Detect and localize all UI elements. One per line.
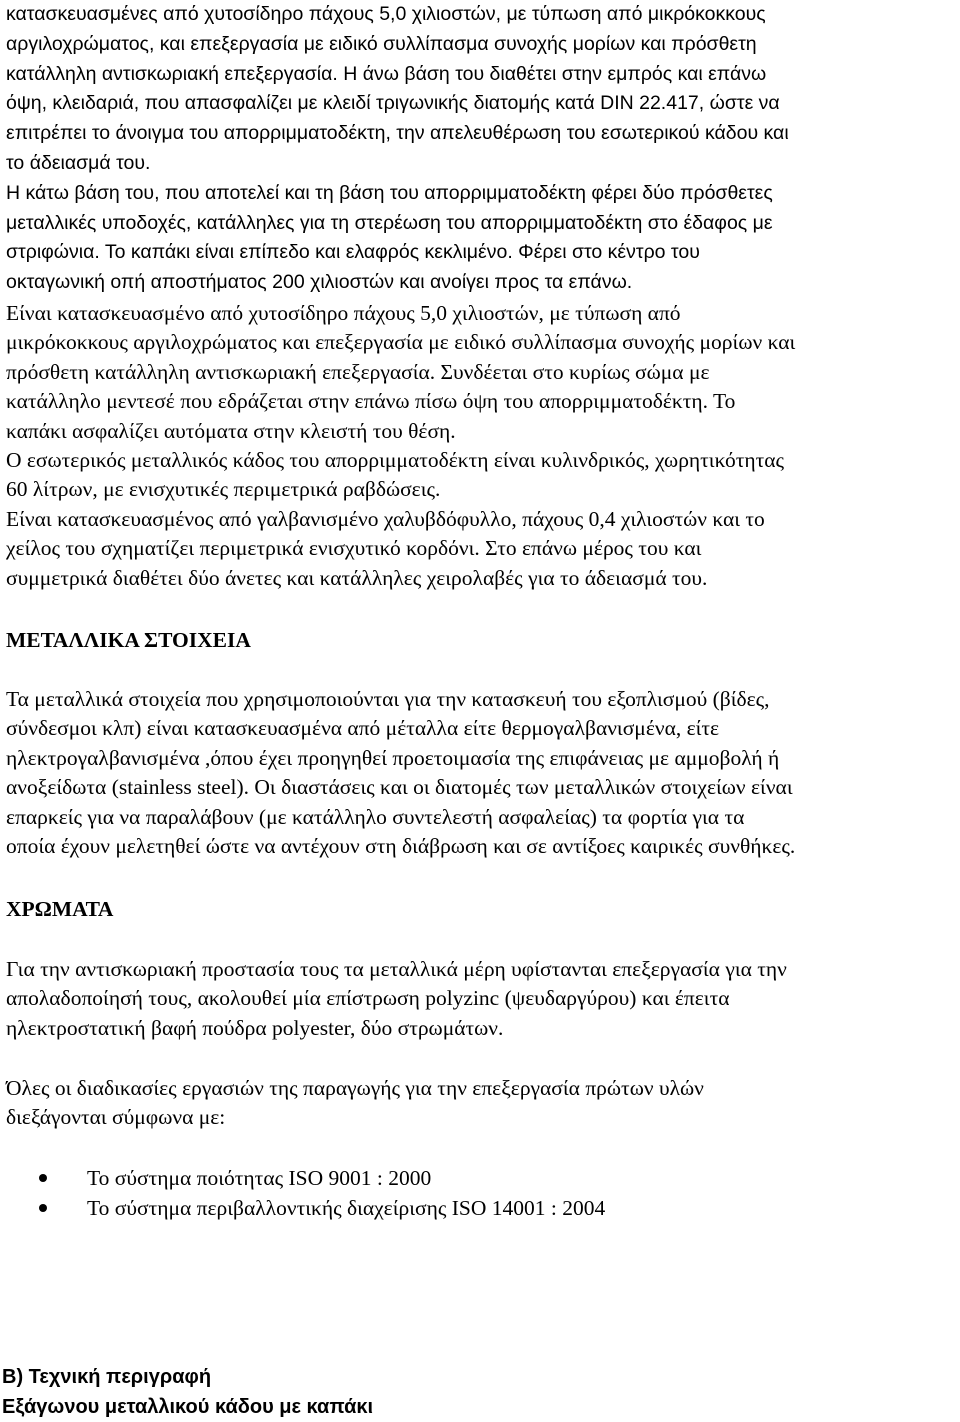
list-item <box>6 1163 906 1193</box>
text-line: επαρκείς για να παραλάβουν (με κατάλληλο συντελεστή ασφαλείας) τα φορτία για τα <box>6 804 745 829</box>
text-line: οκταγωνική οπή αποστήματος 200 χιλιοστών και ανοίγει προς τα επάνω. <box>6 271 633 294</box>
text-line: αργιλοχρώματος, και επεξεργασία με ειδικό συλλίπασμα συνοχής μορίων και πρόσθετη <box>6 32 757 55</box>
text-line: κατάλληλη αντισκωριακή επεξεργασία. Η άνω βάση του διαθέτει στην εμπρός και επάνω <box>6 62 767 85</box>
text-line: κατάλληλο μεντεσέ που εδράζεται στην επάνω πίσω όψη του απορριμματοδέκτη. Το <box>6 389 736 414</box>
text-line: διεξάγονται σύμφωνα με: <box>6 1105 226 1130</box>
paragraph-colors <box>6 955 958 1043</box>
text-line: κατασκευασμένες από χυτοσίδηρο πάχους 5,0 χιλιοστών, με τύπωση από μικρόκοκκους <box>6 3 766 25</box>
text-line: Ο εσωτερικός μεταλλικός κάδος του απορριμματοδέκτη είναι κυλινδρικός, χωρητικότητας <box>6 448 784 473</box>
text-line: συμμετρικά διαθέτει δύο άνετες και κατάλληλες χειρολαβές για το άδειασμά του. <box>6 565 708 590</box>
text-line: Όλες οι διαδικασίες εργασιών της παραγωγής για την επεξεργασία πρώτων υλών <box>6 1076 704 1100</box>
list-item-text: Το σύστημα ποιότητας ISO 9001 : 2000 <box>87 1166 432 1190</box>
paragraph-metal-elements <box>6 685 958 861</box>
text-line: Είναι κατασκευασμένος από γαλβανισμένο χαλυβδόφυλλο, πάχους 0,4 χιλιοστών και το <box>6 506 765 531</box>
text-line: Τα μεταλλικά στοιχεία που χρησιμοποιούνται για την κατασκευή του εξοπλισμού (βίδες, <box>6 687 770 711</box>
text-line: πρόσθετη κατάλληλη αντισκωριακή επεξεργασία. Συνδέεται στο κυρίως σώμα με <box>6 359 710 384</box>
footer-line: B) Τεχνική περιγραφή <box>2 1366 212 1388</box>
bullet-dot-icon <box>39 1174 47 1182</box>
text-line: ηλεκτρογαλβανισμένα ,όπου έχει προηγηθεί προετοιμασία της επιφάνειας με αμμοβολή ή <box>6 745 780 770</box>
text-line: στριφώνια. Το καπάκι είναι επίπεδο και ελαφρός κεκλιμένο. Φέρει στο κέντρο του <box>6 241 700 264</box>
text-line: μεταλλικές υποδοχές, κατάλληλες για τη στερέωση του απορριμματοδέκτη στο έδαφος με <box>6 211 773 234</box>
text-line: Η κάτω βάση του, που αποτελεί και τη βάση του απορριμματοδέκτη φέρει δύο πρόσθετες <box>6 181 773 204</box>
footer-line: Εξάγωνου μεταλλικού κάδου με καπάκι <box>2 1396 374 1418</box>
text-line: μικρόκοκκους αργιλοχρώματος και επεξεργασία με ειδικό συλλίπασμα συνοχής μορίων και <box>6 330 796 355</box>
text-line: ανοξείδωτα (stainless steel). Οι διαστάσεις και οι διατομές των μεταλλικών στοιχείων είναι <box>6 775 793 800</box>
section-heading-metal-elements: ΜΕΤΑΛΛΙΚΑ ΣΤΟΙΧΕΙΑ <box>6 628 251 652</box>
text-line: 60 λίτρων, με ενισχυτικές περιμετρικά ραβδώσεις. <box>6 477 441 502</box>
text-line: σύνδεσμοι κλπ) είναι κατασκευασμένα από μέταλλα είτε θερμογαλβανισμένα, είτε <box>6 716 720 741</box>
text-line: ηλεκτροστατική βαφή πούδρα polyester, δύο στρωμάτων. <box>6 1015 504 1040</box>
list-item-text: Το σύστημα περιβαλλοντικής διαχείρισης ISO 14001 : 2004 <box>87 1196 606 1220</box>
paragraph-processes <box>6 1074 958 1133</box>
bullet-dot-icon <box>39 1204 47 1212</box>
text-line: επιτρέπει το άνοιγμα του απορριμματοδέκτη, την απελευθέρωση του εσωτερικού κάδου και <box>6 122 789 145</box>
standards-bullet-list <box>6 1163 906 1223</box>
text-line: οποία έχουν μελετηθεί ώστε να αντέχουν στη διάβρωση και σε αντίξοες καιρικές συνθήκες. <box>6 834 796 859</box>
text-line: απολαδοποίησή τους, ακολουθεί μία επίστρωση polyzinc (ψευδαργύρου) και έπειτα <box>6 986 730 1011</box>
text-line: το άδειασμά του. <box>6 151 151 174</box>
section-heading-colors: ΧΡΩΜΑΤΑ <box>6 897 114 921</box>
text-line: Για την αντισκωριακή προστασία τους τα μεταλλικά μέρη υφίστανται επεξεργασία για την <box>6 957 787 981</box>
list-item <box>6 1193 906 1223</box>
paragraph-lid-and-bin <box>6 299 958 593</box>
paragraph-casing-description <box>6 0 958 298</box>
text-line: όψη, κλειδαριά, που απασφαλίζει με κλειδί τριγωνικής διατομής κατά DIN 22.417, ώστε να <box>6 92 780 115</box>
text-line: χείλος του σχηματίζει περιμετρικά ενισχυτικό κορδόνι. Στο επάνω μέρος του και <box>6 536 702 561</box>
text-line: Είναι κατασκευασμένο από χυτοσίδηρο πάχους 5,0 χιλιοστών, με τύπωση από <box>6 301 681 325</box>
technical-description-title <box>2 1362 373 1422</box>
text-line: καπάκι ασφαλίζει αυτόματα στην κλειστή του θέση. <box>6 418 456 443</box>
